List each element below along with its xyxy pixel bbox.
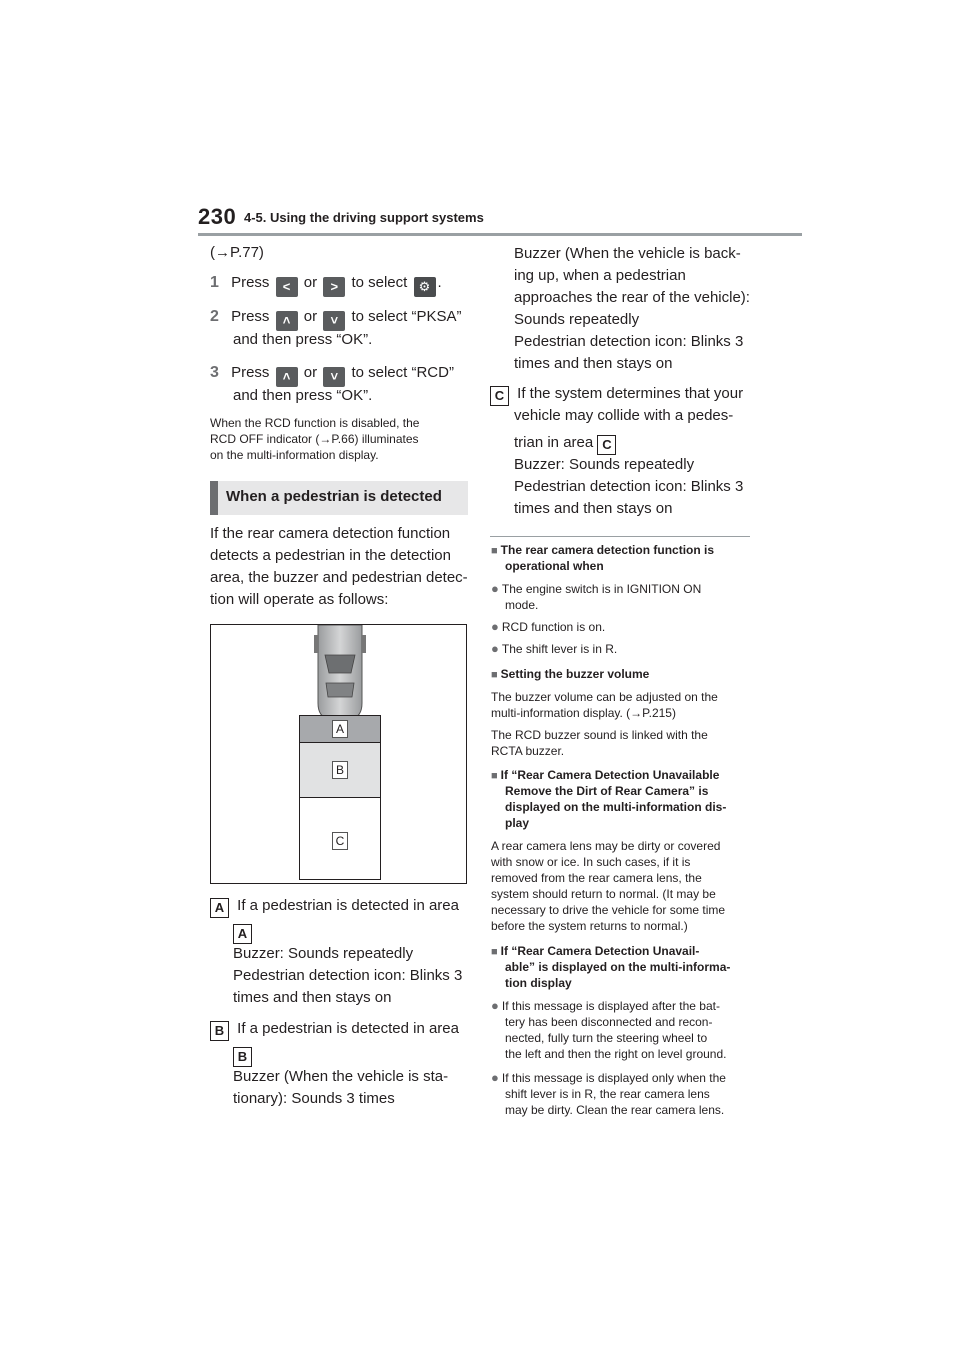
b-cont-line: times and then stays on	[514, 355, 673, 372]
item-c-line: Pedestrian detection icon: Blinks 3	[514, 478, 744, 495]
step-text: or	[303, 364, 318, 381]
s2-title	[491, 666, 649, 683]
s3-para: A rear camera lens may be dirty or covered	[491, 839, 721, 853]
intro-line: area, the buzzer and pedestrian detec-	[210, 569, 468, 586]
s3-para: removed from the rear camera lens, the	[491, 871, 702, 885]
zone-b-label: B	[332, 761, 348, 779]
bullet-text: RCD function is on.	[501, 620, 606, 634]
down-arrow-icon: ˅	[323, 367, 345, 387]
detection-area-figure	[210, 624, 467, 884]
step-3	[210, 362, 454, 387]
step-number: 2	[210, 308, 219, 325]
s4-title: able” is displayed on the multi-informa-	[505, 960, 731, 974]
s4-bullet	[491, 1070, 726, 1086]
intro-line: detects a pedestrian in the detection	[210, 547, 451, 564]
item-b-line: tionary): Sounds 3 times	[233, 1090, 395, 1107]
item-text: If the system determines that your	[517, 385, 744, 402]
s3-para: before the system returns to normal.)	[491, 919, 688, 933]
s4-bullet: nected, fully turn the steering wheel to	[505, 1031, 708, 1045]
s2-para: The RCD buzzer sound is linked with the	[491, 728, 708, 742]
step-text: or	[303, 308, 318, 325]
item-text: If a pedestrian is detected in area	[237, 1020, 459, 1037]
dot-bullet-icon: ●	[491, 619, 499, 634]
ref-line: (→P.77)	[210, 244, 264, 261]
bullet-text: The shift lever is in R.	[501, 642, 618, 656]
down-arrow-icon: ˅	[323, 311, 345, 331]
step-1	[210, 272, 442, 297]
step-text: to select	[351, 274, 408, 291]
step-3-cont: and then press “OK”.	[233, 387, 373, 404]
area-b-badge: B	[233, 1047, 252, 1067]
item-a-inline	[233, 921, 252, 944]
b-cont-line: approaches the rear of the vehicle):	[514, 289, 750, 306]
title-text: If “Rear Camera Detection Unavail-	[500, 944, 700, 958]
s4-bullet: may be dirty. Clean the rear camera lens.	[505, 1103, 725, 1117]
dot-bullet-icon: ●	[491, 1070, 499, 1085]
s4-bullet: the left and then the right on level ground.	[505, 1047, 727, 1061]
car-illustration	[211, 625, 468, 725]
item-b-line: Buzzer (When the vehicle is sta-	[233, 1068, 449, 1085]
s1-bullet	[491, 619, 605, 635]
section-divider	[490, 536, 750, 537]
step-text: or	[303, 274, 318, 291]
b-cont-line: Sounds repeatedly	[514, 311, 640, 328]
zone-c	[299, 797, 381, 880]
right-arrow-icon: >	[323, 277, 345, 297]
b-cont-line: Pedestrian detection icon: Blinks 3	[514, 333, 744, 350]
s4-title: tion display	[505, 976, 572, 990]
s4-bullet	[491, 998, 720, 1014]
zone-b	[299, 742, 381, 798]
s3-title: play	[505, 816, 530, 830]
zone-c-label: C	[332, 832, 348, 850]
pedestrian-heading	[210, 481, 468, 515]
b-cont-line: Buzzer (When the vehicle is back-	[514, 245, 741, 262]
dot-bullet-icon: ●	[491, 641, 499, 656]
s4-bullet: tery has been disconnected and recon-	[505, 1015, 713, 1029]
step-text: to select “RCD”	[351, 364, 454, 381]
s1-bullet	[491, 581, 701, 597]
area-c-badge: C	[597, 435, 616, 455]
section-title: 4-5. Using the driving support systems	[244, 210, 484, 225]
square-bullet-icon: ■	[491, 770, 498, 782]
step-2	[210, 306, 462, 331]
item-c-line	[514, 432, 616, 455]
area-a-badge: A	[210, 898, 229, 918]
step-text: .	[437, 274, 442, 291]
square-bullet-icon: ■	[491, 946, 498, 958]
step-number: 3	[210, 364, 219, 381]
item-text: If a pedestrian is detected in area	[237, 897, 459, 914]
up-arrow-icon: ˄	[276, 311, 298, 331]
item-a-line	[210, 895, 459, 918]
settings-gear-icon: ⚙	[414, 277, 436, 297]
item-b-inline	[233, 1044, 252, 1067]
s1-title: operational when	[505, 559, 604, 573]
item-c-line: times and then stays on	[514, 500, 673, 517]
area-c-badge: C	[490, 386, 509, 406]
s4-bullet: shift lever is in R, the rear camera lens	[505, 1087, 710, 1101]
s1-bullet	[491, 641, 617, 657]
item-a-line: Pedestrian detection icon: Blinks 3	[233, 967, 463, 984]
step-text: Press	[231, 364, 270, 381]
item-b-line	[210, 1018, 459, 1041]
s3-para: necessary to drive the vehicle for some time	[491, 903, 726, 917]
intro-line: If the rear camera detection function	[210, 525, 451, 542]
s1-bullet: mode.	[505, 598, 539, 612]
note-line: When the RCD function is disabled, the	[210, 416, 420, 430]
note-line: RCD OFF indicator (→P.66) illuminates	[210, 432, 419, 446]
s3-title: Remove the Dirt of Rear Camera” is	[505, 784, 709, 798]
s2-para: multi-information display. (→P.215)	[491, 706, 676, 720]
step-text: to select “PKSA”	[351, 308, 462, 325]
step-text: Press	[231, 308, 270, 325]
bullet-text: The engine switch is in IGNITION ON	[501, 582, 702, 596]
s2-para: The buzzer volume can be adjusted on the	[491, 690, 718, 704]
step-text: Press	[231, 274, 270, 291]
square-bullet-icon: ■	[491, 545, 498, 557]
dot-bullet-icon: ●	[491, 998, 499, 1013]
item-a-line: times and then stays on	[233, 989, 392, 1006]
title-text: Setting the buzzer volume	[500, 667, 650, 681]
heading-text: When a pedestrian is detected	[226, 488, 442, 505]
bullet-text: If this message is displayed only when the	[501, 1071, 726, 1085]
page-number: 230	[198, 204, 237, 229]
s4-title	[491, 943, 699, 960]
item-c-line	[490, 383, 743, 406]
item-text: trian in area	[514, 434, 594, 451]
item-c-line: Buzzer: Sounds repeatedly	[514, 456, 695, 473]
step-2-cont: and then press “OK”.	[233, 331, 373, 348]
step-number: 1	[210, 274, 219, 291]
title-text: The rear camera detection function is	[500, 543, 715, 557]
s3-title: displayed on the multi-information dis-	[505, 800, 727, 814]
square-bullet-icon: ■	[491, 669, 498, 681]
b-cont-line: ing up, when a pedestrian	[514, 267, 686, 284]
area-b-badge: B	[210, 1021, 229, 1041]
s3-title	[491, 767, 719, 784]
title-text: If “Rear Camera Detection Unavailable	[500, 768, 720, 782]
s3-para: system should return to normal. (It may be	[491, 887, 716, 901]
left-arrow-icon: <	[276, 277, 298, 297]
zone-a-label: A	[332, 720, 348, 738]
header-rule	[198, 233, 802, 236]
up-arrow-icon: ˄	[276, 367, 298, 387]
s3-para: with snow or ice. In such cases, if it is	[491, 855, 691, 869]
dot-bullet-icon: ●	[491, 581, 499, 596]
intro-line: tion will operate as follows:	[210, 591, 389, 608]
s1-title	[491, 542, 714, 559]
note-line: on the multi-information display.	[210, 448, 379, 462]
item-c-line: vehicle may collide with a pedes-	[514, 407, 734, 424]
s2-para: RCTA buzzer.	[491, 744, 565, 758]
item-a-line: Buzzer: Sounds repeatedly	[233, 945, 414, 962]
bullet-text: If this message is displayed after the bat-	[501, 999, 720, 1013]
area-a-badge: A	[233, 924, 252, 944]
zone-a	[299, 715, 381, 743]
